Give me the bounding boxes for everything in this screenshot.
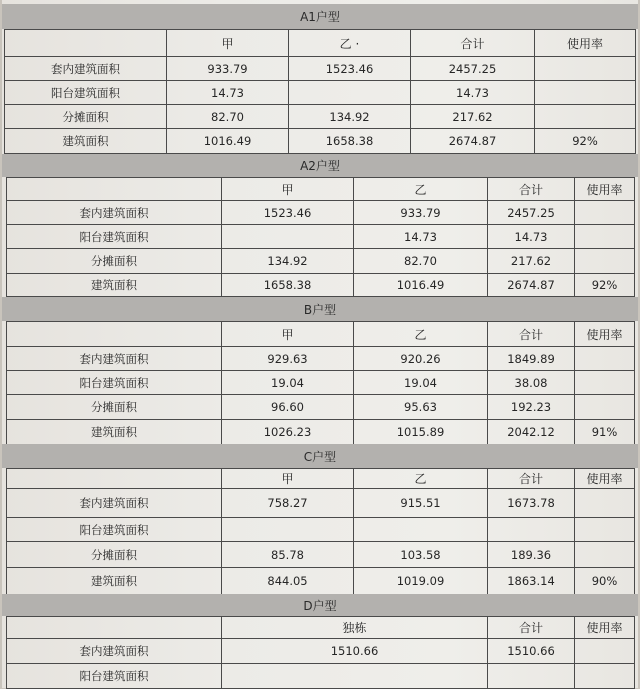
row-label: 阳台建筑面积 [7, 664, 222, 689]
cell-total: 192.23 [488, 395, 575, 420]
cell-jia: 758.27 [222, 489, 354, 518]
row-label: 建筑面积 [7, 420, 222, 445]
section-title-a2: A2户型 [2, 154, 638, 177]
table-row [5, 129, 636, 154]
cell-jia: 929.63 [222, 347, 354, 371]
table-a1 [4, 29, 636, 154]
cell-total: 14.73 [488, 225, 575, 249]
cell-jia: 844.05 [222, 568, 354, 595]
header-total: 合计 [488, 617, 575, 639]
table-c [6, 468, 635, 595]
cell-total: 2674.87 [411, 129, 535, 154]
cell-rate [575, 639, 635, 664]
cell-yi: 1658.38 [289, 129, 411, 154]
table-a2 [6, 177, 635, 297]
cell-yi: 1523.46 [289, 57, 411, 81]
row-label: 分摊面积 [7, 395, 222, 420]
cell-jia: 1523.46 [222, 201, 354, 225]
header-yi: 乙 [354, 469, 488, 489]
row-label: 分摊面积 [7, 542, 222, 568]
header-yi: 乙 [354, 178, 488, 201]
header-jia: 甲 [222, 322, 354, 347]
cell-total: 217.62 [411, 105, 535, 129]
cell-total [488, 664, 575, 689]
cell-jia: 134.92 [222, 249, 354, 274]
row-label: 套内建筑面积 [7, 489, 222, 518]
cell-jia: 933.79 [167, 57, 289, 81]
section-title-d: D户型 [2, 594, 638, 616]
cell-total: 2042.12 [488, 420, 575, 445]
cell-total: 2457.25 [411, 57, 535, 81]
header-rate: 使用率 [575, 178, 635, 201]
cell-rate: 92% [535, 129, 636, 154]
header-rate: 使用率 [575, 617, 635, 639]
table-header-row [7, 617, 635, 639]
header-total: 合计 [411, 30, 535, 57]
header-corner-cell [7, 322, 222, 347]
row-label: 套内建筑面积 [7, 347, 222, 371]
cell-rate [575, 664, 635, 689]
row-label: 建筑面积 [5, 129, 167, 154]
cell-yi: 1019.09 [354, 568, 488, 595]
cell-yi [289, 81, 411, 105]
header-total: 合计 [488, 322, 575, 347]
cell-jia [222, 518, 354, 542]
section-title-c: C户型 [2, 444, 638, 468]
table-header-row [7, 178, 635, 201]
cell-single: 1510.66 [222, 639, 488, 664]
header-jia: 甲 [222, 178, 354, 201]
table-b [6, 321, 635, 445]
row-label: 阳台建筑面积 [5, 81, 167, 105]
cell-rate [575, 347, 635, 371]
cell-rate [575, 225, 635, 249]
cell-yi: 103.58 [354, 542, 488, 568]
cell-jia: 14.73 [167, 81, 289, 105]
table-row [7, 568, 635, 595]
cell-total: 1849.89 [488, 347, 575, 371]
cell-jia: 96.60 [222, 395, 354, 420]
cell-rate [575, 489, 635, 518]
row-label: 建筑面积 [7, 568, 222, 595]
table-row [5, 57, 636, 81]
header-corner-cell [7, 617, 222, 639]
table-row [7, 420, 635, 445]
section-title-b: B户型 [2, 297, 638, 321]
row-label: 套内建筑面积 [7, 639, 222, 664]
header-corner-cell [7, 469, 222, 489]
cell-total: 1673.78 [488, 489, 575, 518]
header-single: 独栋 [222, 617, 488, 639]
row-label: 阳台建筑面积 [7, 225, 222, 249]
header-corner-cell [5, 30, 167, 57]
row-label: 阳台建筑面积 [7, 371, 222, 395]
table-row [7, 201, 635, 225]
header-jia: 甲 [167, 30, 289, 57]
cell-rate [535, 57, 636, 81]
table-row [7, 225, 635, 249]
table-row [7, 664, 635, 689]
cell-total: 2457.25 [488, 201, 575, 225]
row-label: 套内建筑面积 [7, 201, 222, 225]
cell-yi: 1015.89 [354, 420, 488, 445]
cell-total: 189.36 [488, 542, 575, 568]
table-row [5, 81, 636, 105]
table-row [7, 347, 635, 371]
cell-single [222, 664, 488, 689]
cell-jia: 1016.49 [167, 129, 289, 154]
cell-jia: 1026.23 [222, 420, 354, 445]
cell-jia: 85.78 [222, 542, 354, 568]
cell-rate [575, 395, 635, 420]
table-row [7, 274, 635, 297]
header-total: 合计 [488, 469, 575, 489]
cell-yi: 19.04 [354, 371, 488, 395]
cell-total: 217.62 [488, 249, 575, 274]
cell-total: 14.73 [411, 81, 535, 105]
cell-rate [575, 518, 635, 542]
table-header-row [7, 469, 635, 489]
table-row [7, 542, 635, 568]
cell-total: 38.08 [488, 371, 575, 395]
cell-rate [535, 105, 636, 129]
cell-yi: 95.63 [354, 395, 488, 420]
row-label: 建筑面积 [7, 274, 222, 297]
cell-rate [535, 81, 636, 105]
header-yi: 乙 [354, 322, 488, 347]
row-label: 分摊面积 [7, 249, 222, 274]
cell-total: 2674.87 [488, 274, 575, 297]
cell-jia: 1658.38 [222, 274, 354, 297]
cell-yi: 933.79 [354, 201, 488, 225]
table-header-row [7, 322, 635, 347]
table-row [7, 249, 635, 274]
document-page [2, 0, 638, 688]
cell-yi: 82.70 [354, 249, 488, 274]
cell-yi: 14.73 [354, 225, 488, 249]
table-row [7, 371, 635, 395]
cell-rate [575, 249, 635, 274]
table-row [7, 639, 635, 664]
cell-yi: 134.92 [289, 105, 411, 129]
cell-yi: 915.51 [354, 489, 488, 518]
cell-total [488, 518, 575, 542]
header-rate: 使用率 [575, 469, 635, 489]
cell-yi: 1016.49 [354, 274, 488, 297]
header-yi: 乙 · [289, 30, 411, 57]
header-rate: 使用率 [575, 322, 635, 347]
table-row [7, 518, 635, 542]
cell-yi: 920.26 [354, 347, 488, 371]
cell-rate: 90% [575, 568, 635, 595]
cell-yi [354, 518, 488, 542]
table-row [7, 489, 635, 518]
cell-rate [575, 371, 635, 395]
cell-total: 1863.14 [488, 568, 575, 595]
cell-jia [222, 225, 354, 249]
header-total: 合计 [488, 178, 575, 201]
row-label: 分摊面积 [5, 105, 167, 129]
table-d [6, 616, 635, 689]
header-rate: 使用率 [535, 30, 636, 57]
cell-jia: 19.04 [222, 371, 354, 395]
row-label: 套内建筑面积 [5, 57, 167, 81]
cell-total: 1510.66 [488, 639, 575, 664]
section-title-a1: A1户型 [2, 4, 638, 29]
header-jia: 甲 [222, 469, 354, 489]
header-corner-cell [7, 178, 222, 201]
cell-jia: 82.70 [167, 105, 289, 129]
table-row [7, 395, 635, 420]
cell-rate [575, 201, 635, 225]
cell-rate [575, 542, 635, 568]
cell-rate: 92% [575, 274, 635, 297]
row-label: 阳台建筑面积 [7, 518, 222, 542]
table-row [5, 105, 636, 129]
cell-rate: 91% [575, 420, 635, 445]
table-header-row [5, 30, 636, 57]
